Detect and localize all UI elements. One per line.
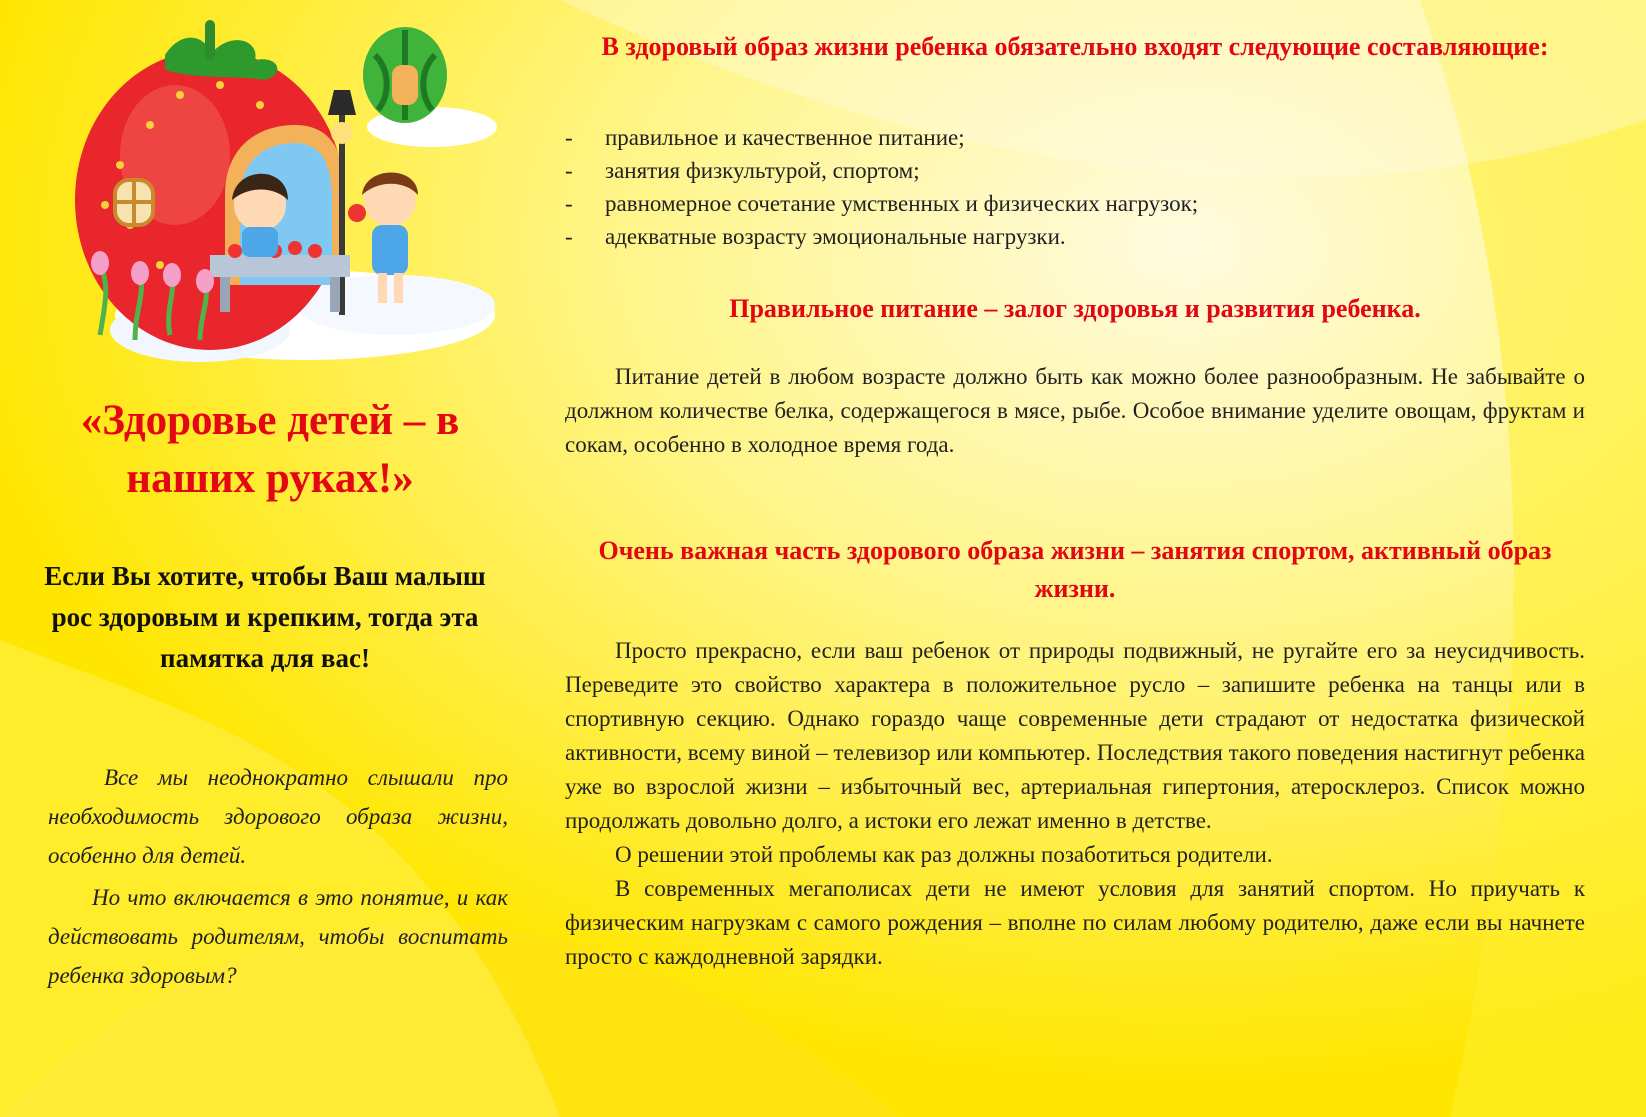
subtitle: Если Вы хотите, чтобы Ваш малыш рос здоровым и крепким, тогда эта памятка для вас! — [44, 561, 486, 673]
heading-sport: Очень важная часть здорового образа жизни – занятия спортом, активный образ жизни. — [598, 536, 1552, 603]
list-item-text: равномерное сочетание умственных и физических нагрузок; — [605, 191, 1199, 216]
paragraph: Просто прекрасно, если ваш ребенок от природы подвижный, не ругайте его за неусидчивость. Переведите это свойство характера в положительное русло – запишите ребенка на танцы или в спортивную секцию. Однако гораздо чаще современные дети страдают от недостатка физической активности, всему виной – телевизор или компьютер. Последствия такого поведения настигнут ребенка уже во взрослой жизни – избыточный вес, артериальная гипертония, атеросклероз. Список можно продолжать довольно долго, а истоки его лежат именно в детстве. — [565, 638, 1585, 833]
intro-paragraph: Все мы неоднократно слышали про необходимость здорового образа жизни, особенно для детей. — [48, 765, 508, 868]
list-item-text: правильное и качественное питание; — [605, 125, 965, 150]
paragraph: О решении этой проблемы как раз должны позаботиться родители. — [615, 842, 1273, 867]
heading-components: В здоровый образ жизни ребенка обязательно входят следующие составляющие: — [601, 32, 1549, 61]
paragraph: В современных мегаполисах дети не имеют условия для занятий спортом. Но приучать к физическим нагрузкам с самого рождения – вполне по силам любому родителю, даже если вы начнете просто с каждодневной зарядки. — [565, 876, 1585, 969]
components-list — [565, 121, 1565, 253]
list-item: - равномерное сочетание умственных и физических нагрузок; — [565, 187, 1565, 220]
intro-paragraph: Но что включается в это понятие, и как действовать родителям, чтобы воспитать ребенка здоровым? — [48, 885, 508, 988]
list-item: - правильное и качественное питание; — [565, 121, 1565, 154]
list-item-text: занятия физкультурой, спортом; — [605, 158, 920, 183]
sport-text — [565, 634, 1585, 974]
list-item: - адекватные возрасту эмоциональные нагрузки. — [565, 220, 1565, 253]
list-item: - занятия физкультурой, спортом; — [565, 154, 1565, 187]
strawberry-house-illustration — [60, 15, 530, 375]
left-column — [0, 0, 540, 1117]
intro-text — [48, 758, 508, 995]
list-item-text: адекватные возрасту эмоциональные нагрузки. — [605, 224, 1066, 249]
paragraph: Питание детей в любом возрасте должно быть как можно более разнообразным. Не забывайте о должном количестве белка, содержащегося в мясе, рыбе. Особое внимание уделите овощам, фруктам и сокам, особенно в холодное время года. — [565, 364, 1585, 457]
heading-nutrition: Правильное питание – залог здоровья и развития ребенка. — [729, 294, 1421, 323]
nutrition-text — [565, 360, 1585, 462]
main-title: «Здоровье детей – в наших руках!» — [80, 397, 460, 502]
right-column — [565, 0, 1585, 1117]
